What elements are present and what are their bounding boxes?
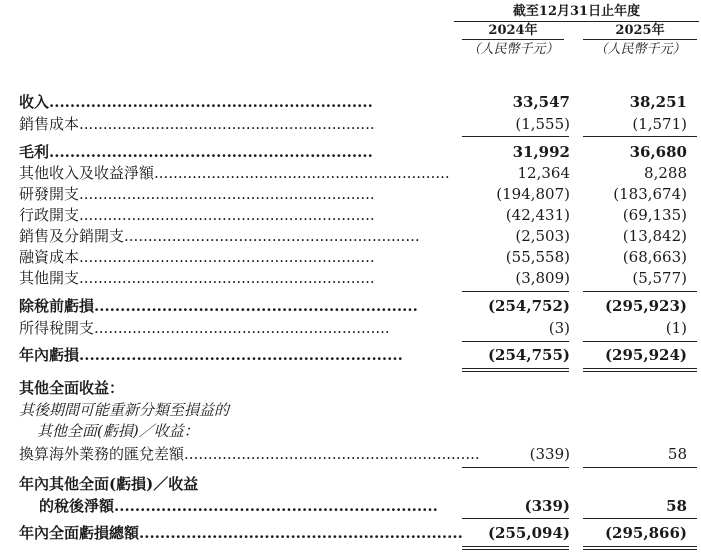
- row-label: 其他收入及收益淨額..............................................................: [19, 164, 450, 182]
- value-2025: (13,842): [622, 227, 687, 245]
- value-2025: (1): [665, 319, 687, 337]
- value-2025: (295,923): [604, 297, 687, 315]
- row-total-comprehensive-loss: [0, 523, 701, 543]
- value-2024: (339): [529, 445, 570, 463]
- value-2025: (68,663): [622, 248, 687, 266]
- period-header: 截至12月31日止年度: [454, 3, 699, 22]
- value-2025: (5,577): [632, 269, 687, 287]
- value-2024: (3): [548, 319, 570, 337]
- row-label: 除稅前虧損..............................................................: [19, 297, 418, 315]
- row-admin-expenses: [0, 205, 701, 225]
- total-double-rule: [583, 546, 697, 547]
- value-2025: (69,135): [622, 206, 687, 224]
- row-label: 年內全面虧損總額..............................................................: [19, 524, 463, 542]
- value-2024: (254,755): [487, 346, 570, 364]
- value-2024: (254,752): [487, 297, 570, 315]
- subtotal-rule: [462, 467, 569, 468]
- total-double-rule: [462, 371, 569, 372]
- row-label: 收入..............................................................: [19, 93, 373, 111]
- total-double-rule: [462, 549, 569, 550]
- value-2024: (194,807): [496, 185, 570, 203]
- subtotal-rule: [583, 136, 697, 137]
- row-revenue: [0, 92, 701, 112]
- value-2025: 8,288: [644, 164, 687, 182]
- row-label: 銷售成本..............................................................: [19, 115, 375, 133]
- subtotal-rule: [583, 291, 697, 292]
- section-oci-subheading-2: [0, 421, 701, 441]
- value-2024: (1,555): [515, 115, 570, 133]
- value-2024: (3,809): [515, 269, 570, 287]
- row-finance-costs: [0, 247, 701, 267]
- subtotal-rule: [462, 136, 569, 137]
- row-selling-expenses: [0, 226, 701, 246]
- value-2025: 58: [666, 497, 687, 515]
- subtotal-rule: [462, 341, 569, 342]
- year-header-2025: 2025年: [583, 23, 697, 40]
- unit-label-2024: （人民幣千元）: [467, 42, 559, 57]
- row-label: 其他全面收益：: [19, 379, 125, 397]
- row-fx-differences: [0, 444, 701, 464]
- value-2024: 33,547: [512, 93, 570, 111]
- total-double-rule: [583, 368, 697, 369]
- value-2024: 12,364: [517, 164, 570, 182]
- total-double-rule: [583, 371, 697, 372]
- row-label: 所得稅開支..............................................................: [19, 319, 390, 337]
- total-double-rule: [583, 549, 697, 550]
- row-income-tax: [0, 318, 701, 338]
- value-2025: 38,251: [629, 93, 687, 111]
- row-label: 的稅後淨額..............................................................: [39, 497, 438, 515]
- subtotal-rule: [462, 291, 569, 292]
- total-double-rule: [462, 368, 569, 369]
- value-2024: (2,503): [515, 227, 570, 245]
- value-2025: (295,924): [604, 346, 687, 364]
- row-label: 其後期間可能重新分類至損益的: [19, 401, 230, 419]
- row-label: 換算海外業務的匯兌差額..............................................................: [19, 445, 480, 463]
- row-label: 毛利..............................................................: [19, 143, 373, 161]
- subtotal-rule: [583, 341, 697, 342]
- value-2025: (183,674): [613, 185, 687, 203]
- value-2024: (42,431): [505, 206, 570, 224]
- row-loss-before-tax: [0, 296, 701, 316]
- row-other-income: [0, 163, 701, 183]
- subtotal-rule: [462, 518, 569, 519]
- value-2024: 31,992: [512, 143, 570, 161]
- total-double-rule: [462, 546, 569, 547]
- row-other-expenses: [0, 268, 701, 288]
- value-2025: 36,680: [629, 143, 687, 161]
- row-label: 年內虧損..............................................................: [19, 346, 403, 364]
- value-2024: (339): [524, 497, 570, 515]
- value-2024: (55,558): [505, 248, 570, 266]
- value-2025: 58: [667, 445, 687, 463]
- row-label: 研發開支..............................................................: [19, 185, 375, 203]
- row-rd-expenses: [0, 184, 701, 204]
- row-loss-for-year: [0, 345, 701, 365]
- row-label: 行政開支..............................................................: [19, 206, 375, 224]
- row-oci-net: [0, 496, 701, 516]
- value-2025: (1,571): [632, 115, 687, 133]
- row-gross-profit: [0, 142, 701, 162]
- year-header-2024: 2024年: [462, 23, 564, 40]
- row-cost-of-sales: [0, 114, 701, 134]
- section-oci-subheading: [0, 400, 701, 420]
- section-oci-heading: [0, 378, 701, 398]
- row-label: 其他全面(虧損)／收益：: [37, 422, 199, 440]
- row-label: 年內其他全面(虧損)／收益: [19, 475, 199, 493]
- value-2025: (295,866): [604, 524, 687, 542]
- row-label: 其他開支..............................................................: [19, 269, 375, 287]
- row-oci-net-heading: [0, 474, 701, 494]
- value-2024: (255,094): [487, 524, 570, 542]
- subtotal-rule: [583, 518, 697, 519]
- row-label: 銷售及分銷開支..............................................................: [19, 227, 420, 245]
- row-label: 融資成本..............................................................: [19, 248, 375, 266]
- subtotal-rule: [583, 467, 697, 468]
- unit-label-2025: （人民幣千元）: [594, 42, 686, 57]
